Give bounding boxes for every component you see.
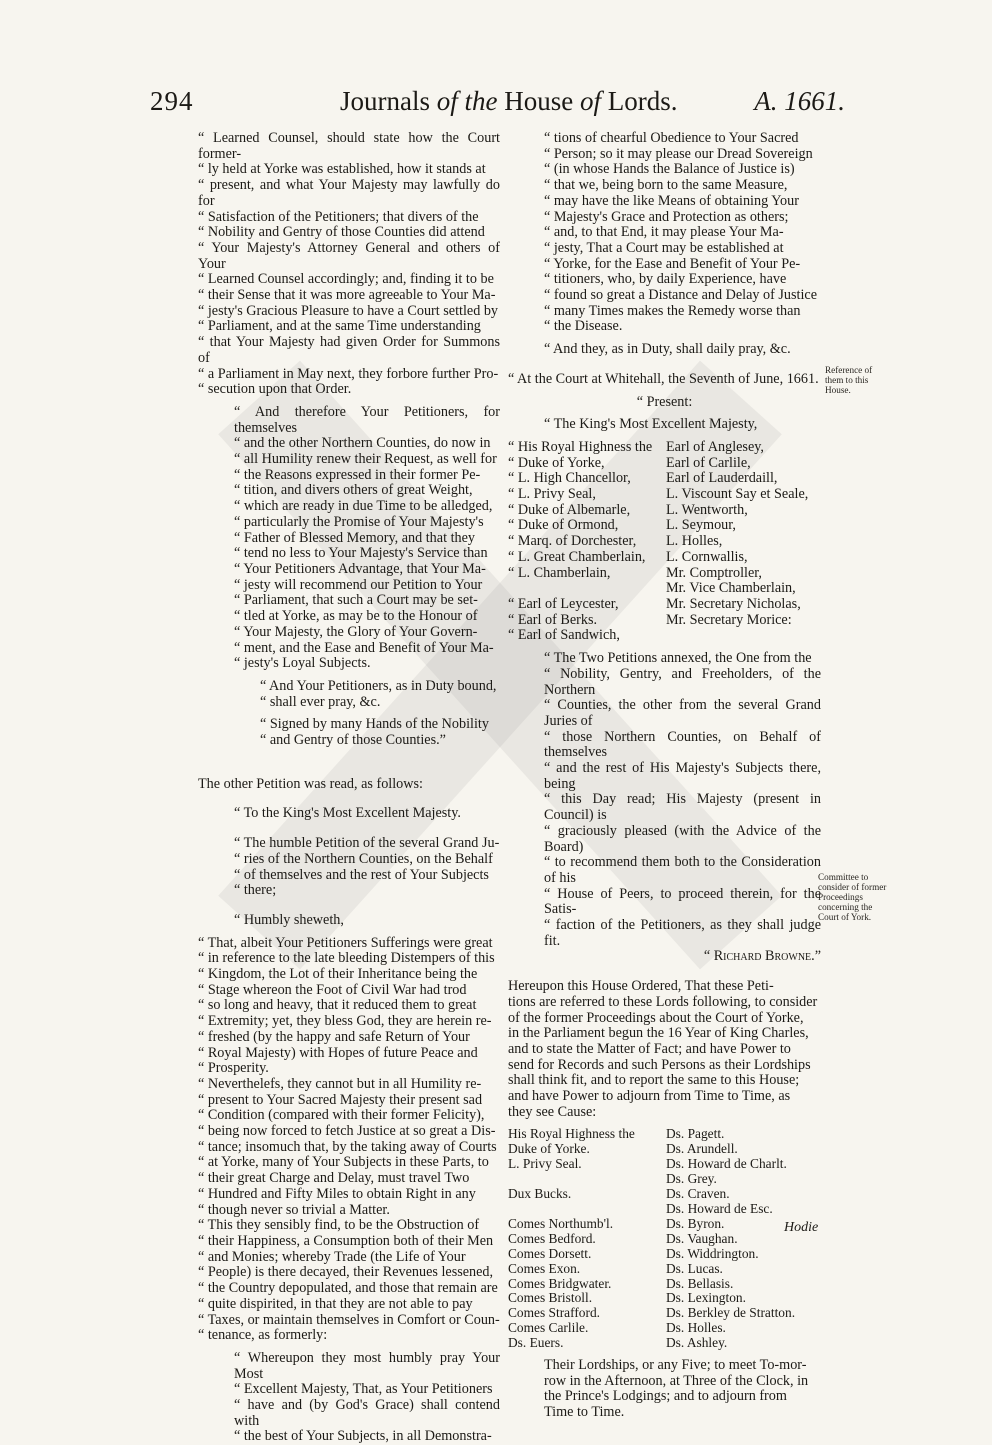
obedience-line: “ Yorke, for the Ease and Benefit of Your Pe-	[544, 255, 801, 272]
humbly-sheweth: “ Humbly sheweth,	[234, 911, 344, 928]
nevertheless-line: “ Condition (compared with their former Felicity),	[198, 1107, 485, 1124]
committee-left: His Royal Highness the	[508, 1126, 635, 1142]
whereupon-line: “ Whereupon they most humbly pray Your Most	[234, 1349, 500, 1382]
margin-note-reference: Reference of them to this House.	[825, 365, 873, 395]
ordered-line: send for Records and such Persons as their Lordships	[508, 1056, 811, 1073]
present-right: Earl of Carlile,	[666, 454, 751, 471]
obedience-line: “ Majesty's Grace and Protection as others;	[544, 208, 789, 225]
committee-left	[508, 1202, 666, 1217]
committee-row	[508, 1217, 821, 1232]
obedience-line: “ may have the like Means of obtaining Your	[544, 192, 799, 209]
committee-row	[508, 1202, 821, 1217]
sensibly-line: “ Taxes, or maintain themselves in Comfort or Coun-	[198, 1311, 500, 1328]
committee-right: Ds. Holles.	[666, 1320, 726, 1336]
nevertheless-line: “ Hundred and Fifty Miles to obtain Right in any	[198, 1185, 476, 1202]
sensibly-line: “ quite dispirited, in that they are not able to pay	[198, 1295, 473, 1312]
right-column	[508, 131, 821, 1421]
obedience-line: “ many Times makes the Remedy worse than	[544, 302, 801, 319]
lordships-line: the Prince's Lodgings; and to adjourn from	[544, 1388, 787, 1405]
committee-left: Ds. Euers.	[508, 1335, 564, 1351]
present-left: “ L. Great Chamberlain,	[508, 548, 646, 565]
sensibly-line: “ the Country depopulated, and those that remain are	[198, 1280, 498, 1297]
present-row	[508, 550, 821, 566]
signed-line: “ and Gentry of those Counties.”	[260, 732, 446, 749]
committee-left: Comes Carlile.	[508, 1320, 589, 1336]
pray-line: “ shall ever pray, &c.	[260, 693, 381, 710]
committee-left: Comes Bedford.	[508, 1230, 596, 1246]
signature: “ Richard Browne.”	[703, 948, 821, 965]
two-petitions-line: “ faction of the Petitioners, as they shall judge fit.	[544, 917, 821, 949]
therefore-line: “ Your Petitioners Advantage, that Your Ma-	[234, 560, 486, 577]
committee-list	[508, 1127, 821, 1351]
page-header	[150, 86, 845, 130]
present-left: “ His Royal Highness the	[508, 438, 653, 455]
counsel-line: “ Learned Counsel, should state how the Court former-	[198, 130, 500, 162]
committee-left: Comes Strafford.	[508, 1305, 600, 1321]
committee-right: Ds. Ashley.	[666, 1335, 728, 1351]
present-right: Mr. Vice Chamberlain,	[666, 580, 796, 597]
therefore-line: “ tled at Yorke, as may be to the Honour of	[234, 608, 478, 625]
paragraph-obedience	[508, 131, 821, 335]
counsel-line: “ Your Majesty's Attorney General and others of Your	[198, 239, 500, 272]
present-row	[508, 518, 821, 534]
nevertheless-line: “ Neverthelefs, they cannot but in all Humility re-	[198, 1075, 482, 1092]
present-left: “ L. High Chancellor,	[508, 470, 631, 487]
present-right: Earl of Lauderdaill,	[666, 470, 778, 487]
present-right: L. Seymour,	[666, 517, 736, 534]
present-row	[508, 613, 821, 629]
present-right: Mr. Secretary Nicholas,	[666, 595, 801, 612]
present-row	[508, 566, 821, 582]
sensibly-line: “ People) is there decayed, their Revenues lessened,	[198, 1264, 494, 1281]
therefore-line: “ tition, and divers others of great Weight,	[234, 482, 473, 499]
therefore-line: “ jesty will recommend our Petition to Your	[234, 576, 483, 593]
counsel-line: “ that Your Majesty had given Order for Summons of	[198, 334, 500, 366]
lordships-line: Their Lordships, or any Five; to meet To-mor-	[544, 1357, 807, 1374]
present-row	[508, 628, 821, 644]
present-left: “ Duke of Ormond,	[508, 517, 619, 534]
paragraph-counsel	[198, 131, 500, 398]
committee-right: Ds. Lexington.	[666, 1290, 746, 1306]
present-right	[666, 628, 821, 644]
lordships-line: Time to Time.	[544, 1404, 625, 1421]
signed-line: “ Signed by many Hands of the Nobility	[260, 716, 489, 733]
ordered-line: Hereupon this House Ordered, That these Peti-	[508, 978, 774, 995]
counsel-line: “ Satisfaction of the Petitioners; that divers of the	[198, 208, 479, 225]
present-right: L. Cornwallis,	[666, 548, 748, 565]
obedience-line: “ the Disease.	[544, 318, 623, 335]
committee-row	[508, 1306, 821, 1321]
present-heading: “ Present:	[636, 393, 693, 410]
present-right: L. Wentworth,	[666, 501, 748, 518]
committee-row	[508, 1262, 821, 1277]
left-column	[198, 131, 500, 1445]
committee-left: Comes Bridgwater.	[508, 1275, 612, 1291]
two-petitions-line: “ Nobility, Gentry, and Freeholders, of the Northern	[544, 665, 821, 698]
present-right: Earl of Anglesey,	[666, 438, 764, 455]
lordships-line: row in the Afternoon, at Three of the Clock, in	[544, 1372, 809, 1389]
albeit-line: “ Prosperity.	[198, 1060, 269, 1077]
present-right: Mr. Comptroller,	[666, 564, 762, 581]
albeit-line: “ Stage whereon the Foot of Civil War had trod	[198, 981, 467, 998]
obedience-line: “ and, to that End, it may please Your Ma-	[544, 224, 784, 241]
nevertheless-line: “ their great Charge and Delay, must travel Two	[198, 1170, 470, 1187]
nevertheless-line: “ being now forced to fetch Justice at so great a Dis-	[198, 1123, 496, 1140]
committee-right: Ds. Byron.	[666, 1215, 725, 1231]
present-right: Mr. Secretary Morice:	[666, 611, 792, 628]
present-left: “ L. Privy Seal,	[508, 486, 596, 503]
nevertheless-line: “ though never so trivial a Matter.	[198, 1201, 390, 1218]
two-petitions-line: “ The Two Petitions annexed, the One from the	[544, 650, 812, 667]
present-row	[508, 597, 821, 613]
albeit-line: “ Royal Majesty) with Hopes of future Peace and	[198, 1044, 478, 1061]
committee-left: L. Privy Seal.	[508, 1156, 582, 1172]
present-row	[508, 581, 821, 597]
counsel-line: “ Learned Counsel accordingly; and, finding it to be	[198, 271, 494, 288]
therefore-line: “ all Humility renew their Request, as well for	[234, 451, 497, 468]
two-petitions-line: “ House of Peers, to proceed therein, for the Satis-	[544, 885, 821, 918]
paragraph-sensibly	[198, 1218, 500, 1344]
committee-right: Ds. Vaughan.	[666, 1230, 738, 1246]
albeit-line: “ freshed (by the happy and safe Return of Your	[198, 1028, 470, 1045]
ordered-line: of the former Proceedings about the Court of Yorke,	[508, 1009, 804, 1026]
present-left: “ Earl of Leycester,	[508, 595, 619, 612]
present-row	[508, 456, 821, 472]
committee-row	[508, 1247, 821, 1262]
obedience-line: “ Person; so it may please our Dread Sovereign	[544, 145, 813, 162]
committee-row	[508, 1291, 821, 1306]
counsel-line: “ a Parliament in May next, they forbore further Pro-	[198, 365, 499, 382]
nevertheless-line: “ tance; insomuch that, by the taking away of Courts	[198, 1138, 497, 1155]
present-left: “ L. Chamberlain,	[508, 564, 611, 581]
obedience-line: “ found so great a Distance and Delay of Justice	[544, 287, 818, 304]
other-petition-heading: The other Petition was read, as follows:	[198, 775, 423, 792]
catchword: Hodie	[784, 1220, 819, 1235]
court-whitehall: “ At the Court at Whitehall, the Seventh of June, 1661.	[508, 370, 819, 387]
committee-right: Ds. Lucas.	[666, 1260, 723, 1276]
present-row	[508, 487, 821, 503]
whereupon-line: “ have and (by God's Grace) shall contend with	[234, 1397, 500, 1429]
committee-row	[508, 1336, 821, 1351]
therefore-line: “ tend no less to Your Majesty's Service than	[234, 545, 488, 562]
committee-right: Ds. Bellasis.	[666, 1275, 734, 1291]
committee-row	[508, 1157, 821, 1172]
obedience-line: “ titioners, who, by daily Experience, have	[544, 271, 787, 288]
albeit-line: “ That, albeit Your Petitioners Sufferings were great	[198, 934, 493, 951]
nevertheless-line: “ at Yorke, many of Your Subjects in these Parts, to	[198, 1154, 489, 1171]
committee-left: Comes Exon.	[508, 1260, 581, 1276]
ordered-line: in the Parliament begun the 16 Year of King Charles,	[508, 1025, 809, 1042]
committee-right: Ds. Craven.	[666, 1186, 730, 1202]
right-pray: “ And they, as in Duty, shall daily pray, &c.	[544, 341, 791, 358]
present-left: “ Marq. of Dorchester,	[508, 533, 637, 550]
committee-row	[508, 1142, 821, 1157]
committee-row	[508, 1277, 821, 1292]
counsel-line: “ jesty's Gracious Pleasure to have a Court settled by	[198, 302, 499, 319]
two-petitions-line: “ those Northern Counties, on Behalf of themselves	[544, 728, 821, 761]
counsel-line: “ Nobility and Gentry of those Counties did attend	[198, 224, 485, 241]
committee-right: Ds. Berkley de Stratton.	[666, 1305, 796, 1321]
margin-note-committee: Committee to consider of former Proceedings concerning the Court of York.	[818, 872, 887, 922]
committee-right: Ds. Howard de Charlt.	[666, 1156, 787, 1172]
humble-petition-line: “ of themselves and the rest of Your Subjects	[234, 866, 489, 883]
kings-majesty: “ The King's Most Excellent Majesty,	[544, 416, 758, 433]
paragraph-lordships	[508, 1358, 821, 1421]
two-petitions-line: “ and the rest of His Majesty's Subjects there, being	[544, 760, 821, 792]
sensibly-line: “ This they sensibly find, to be the Obstruction of	[198, 1217, 480, 1234]
therefore-line: “ and the other Northern Counties, do now in	[234, 435, 491, 452]
committee-left: Comes Dorsett.	[508, 1245, 592, 1261]
two-petitions-line: “ to recommend them both to the Consideration of his	[544, 854, 821, 886]
therefore-line: “ ment, and the Ease and Benefit of Your Ma-	[234, 639, 494, 656]
humble-petition-line: “ there;	[234, 882, 277, 899]
ordered-line: and have Power to adjourn from Time to Time, as	[508, 1088, 791, 1105]
paragraph-ordered	[508, 979, 821, 1120]
therefore-line: “ the Reasons expressed in their former Pe-	[234, 466, 481, 483]
counsel-line: “ ly held at Yorke was established, how it stands at	[198, 161, 486, 178]
to-king-heading: “ To the King's Most Excellent Majesty.	[234, 805, 461, 822]
committee-row	[508, 1127, 821, 1142]
present-row	[508, 471, 821, 487]
present-right: L. Viscount Say et Seale,	[666, 486, 809, 503]
present-row	[508, 503, 821, 519]
committee-row	[508, 1321, 821, 1336]
therefore-line: “ And therefore Your Petitioners, for themselves	[234, 403, 500, 436]
committee-right: Ds. Pagett.	[666, 1126, 725, 1142]
humble-petition-line: “ ries of the Northern Counties, on the Behalf	[234, 850, 493, 867]
therefore-line: “ jesty's Loyal Subjects.	[234, 655, 371, 672]
committee-right: Ds. Widdrington.	[666, 1245, 759, 1261]
present-left	[508, 581, 666, 597]
committee-right: Ds. Arundell.	[666, 1141, 738, 1157]
counsel-line: “ their Sense that it was more agreeable to Your Ma-	[198, 287, 496, 304]
ordered-line: shall think fit, and to report the same to this House;	[508, 1072, 800, 1089]
committee-row	[508, 1172, 821, 1187]
paragraph-pray	[198, 679, 500, 710]
present-left: “ Duke of Albemarle,	[508, 501, 631, 518]
humble-petition	[198, 836, 500, 899]
committee-left	[508, 1172, 666, 1187]
counsel-line: “ present, and what Your Majesty may lawfully do for	[198, 177, 500, 209]
sensibly-line: “ their Happiness, a Consumption both of their Men	[198, 1233, 494, 1249]
albeit-line: “ Extremity; yet, they bless God, they are herein re-	[198, 1013, 492, 1030]
committee-left: Dux Bucks.	[508, 1186, 572, 1202]
journal-title: Journals of the House of Lords.	[340, 86, 678, 116]
committee-row	[508, 1232, 821, 1247]
ordered-line: tions are referred to these Lords following, to consider	[508, 993, 818, 1010]
paragraph-therefore	[198, 405, 500, 672]
sensibly-line: “ and Monies; whereby Trade (the Life of Your	[198, 1248, 466, 1265]
therefore-line: “ Your Majesty, the Glory of Your Govern-	[234, 623, 478, 640]
committee-left: Duke of Yorke.	[508, 1141, 590, 1157]
present-right: L. Holles,	[666, 533, 723, 550]
therefore-line: “ which are ready in due Time to be alledged,	[234, 498, 493, 515]
paragraph-nevertheless	[198, 1077, 500, 1218]
two-petitions-line: “ this Day read; His Majesty (present in Council) is	[544, 791, 821, 824]
albeit-line: “ in reference to the late bleeding Distempers of this	[198, 950, 495, 967]
whereupon-line: “ the best of Your Subjects, in all Demonstra-	[234, 1428, 492, 1445]
therefore-line: “ particularly the Promise of Your Majesty's	[234, 513, 484, 530]
present-row	[508, 534, 821, 550]
therefore-line: “ Father of Blessed Memory, and that they	[234, 529, 475, 546]
pray-line: “ And Your Petitioners, as in Duty bound,	[260, 677, 497, 694]
present-left: “ Earl of Berks.	[508, 611, 598, 628]
year: A. 1661.	[754, 86, 845, 116]
albeit-line: “ so long and heavy, that it reduced them to great	[198, 997, 477, 1014]
committee-left: Comes Northumb'l.	[508, 1215, 614, 1231]
obedience-line: “ that we, being born to the same Measure,	[544, 177, 788, 194]
counsel-line: “ secution upon that Order.	[198, 381, 352, 398]
two-petitions-line: “ graciously pleased (with the Advice of the Board)	[544, 822, 821, 855]
present-list	[508, 440, 821, 644]
obedience-line: “ (in whose Hands the Balance of Justice is)	[544, 161, 795, 178]
paragraph-whereupon	[198, 1351, 500, 1445]
committee-row	[508, 1187, 821, 1202]
committee-left: Comes Bristoll.	[508, 1290, 593, 1306]
page-number: 294	[150, 86, 194, 116]
nevertheless-line: “ present to Your Sacred Majesty their present sad	[198, 1091, 483, 1108]
obedience-line: “ jesty, That a Court may be established at	[544, 239, 784, 256]
present-left: “ Duke of Yorke,	[508, 454, 605, 471]
paragraph-albeit	[198, 936, 500, 1077]
therefore-line: “ Parliament, that such a Court may be set-	[234, 592, 478, 609]
committee-right: Ds. Grey.	[666, 1171, 717, 1187]
humble-petition-line: “ The humble Petition of the several Grand Ju-	[234, 835, 500, 852]
sensibly-line: “ tenance, as formerly:	[198, 1327, 328, 1344]
two-petitions-line: “ Counties, the other from the several Grand Juries of	[544, 697, 821, 729]
counsel-line: “ Parliament, and at the same Time understanding	[198, 318, 481, 335]
ordered-line: they see Cause:	[508, 1103, 597, 1120]
whereupon-line: “ Excellent Majesty, That, as Your Petitioners	[234, 1381, 493, 1398]
present-row	[508, 440, 821, 456]
paragraph-signed	[198, 717, 500, 748]
present-left: “ Earl of Sandwich,	[508, 627, 620, 644]
committee-right: Ds. Howard de Esc.	[666, 1201, 773, 1217]
ordered-line: and to state the Matter of Fact; and have Power to	[508, 1040, 791, 1057]
paragraph-two-petitions	[508, 651, 821, 949]
obedience-line: “ tions of chearful Obedience to Your Sacred	[544, 130, 799, 146]
albeit-line: “ Kingdom, the Lot of their Inheritance being the	[198, 966, 478, 983]
